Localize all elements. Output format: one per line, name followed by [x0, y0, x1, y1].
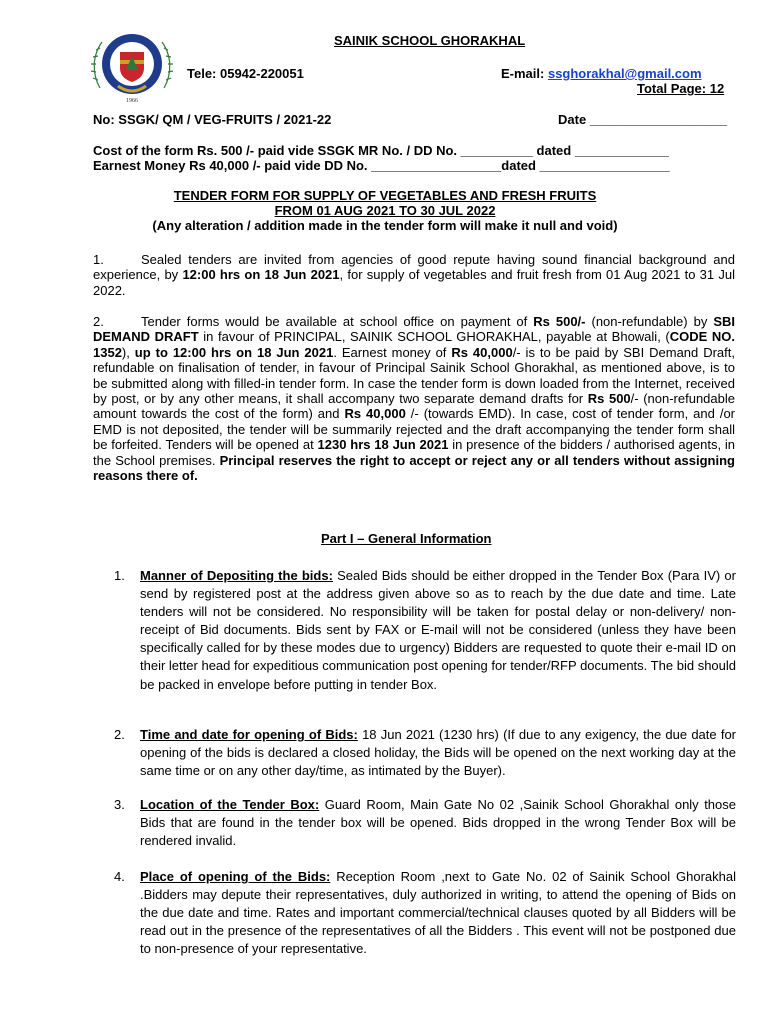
tender-title-note: (Any alteration / addition made in the tender form will make it null and void) [152, 218, 618, 233]
school-crest-logo [90, 26, 174, 104]
date-field: Date ___________________ [558, 112, 728, 127]
reference-number: No: SSGK/ QM / VEG-FRUITS / 2021-22 [93, 112, 332, 127]
item-number: 3. [114, 797, 125, 812]
email-label: E-mail: [501, 66, 548, 81]
tender-title-line2: FROM 01 AUG 2021 TO 30 JUL 2022 [274, 203, 496, 218]
item-title: Place of opening of the Bids: [140, 869, 331, 884]
item-text: Reception Room ,next to Gate No. 02 of Sainik School Ghorakhal .Bidders may depute their representatives, duly authorized in writing, to attend the opening of Bids on the due date and time. Rates and important commercial/technical clauses quoted by all Bidders will be read out in the presence of the representatives of all the Bidders . This event will not be postponed due to non-presence of your representative. [140, 869, 736, 957]
info-item-4 [114, 868, 736, 958]
form-cost-line: Cost of the form Rs. 500 /- paid vide SSGK MR No. / DD No. __________ dated _____________ [93, 143, 669, 158]
item-text: Sealed Bids should be either dropped in the Tender Box (Para IV) or send by registered post at the address given above so as to reach by the due date and time. Late tenders will not be considered. No responsibility will be taken for postal delay or non-delivery/ non- receipt of Bid documents. Bids sent by FAX or E-mail will not be considered (unless they have been specifically called for by these modes due to urgency) Bidders are requested to quote their e-mail ID on their letter head for expeditious communication post opening for tender/RFP documents. The bid should be packed in envelope before putting in tender Box. [140, 568, 736, 692]
paragraph-number: 2. [93, 314, 104, 329]
crest-year: 1966 [126, 98, 138, 104]
item-title: Time and date for opening of Bids: [140, 727, 358, 742]
item-title: Manner of Depositing the bids: [140, 568, 333, 583]
school-name: SAINIK SCHOOL GHORAKHAL [334, 33, 526, 48]
telephone: Tele: 05942-220051 [187, 66, 304, 81]
item-title: Location of the Tender Box: [140, 797, 320, 812]
tender-title-line1: TENDER FORM FOR SUPPLY OF VEGETABLES AND FRESH FRUITS [173, 188, 597, 203]
info-item-1 [114, 567, 736, 694]
part1-heading: Part I – General Information [321, 531, 492, 546]
paragraph-1: 1. Sealed tenders are invited from agencies of good repute having sound financial background and experience, by 12:00 hrs on 18 Jun 2021, for supply of vegetables and fruit fresh from 01 Aug 2021 to 31 Jul 2022. [93, 252, 735, 298]
email-block [501, 66, 702, 81]
item-number: 1. [114, 568, 125, 583]
total-page: Total Page: 12 [637, 81, 725, 96]
item-number: 2. [114, 727, 125, 742]
earnest-money-line: Earnest Money Rs 40,000 /- paid vide DD No. __________________dated __________________ [93, 158, 670, 173]
paragraph-number: 1. [93, 252, 104, 267]
email-link[interactable]: ssghorakhal@gmail.com [547, 66, 702, 81]
item-text: Guard Room, Main Gate No 02 ,Sainik School Ghorakhal only those Bids that are found in the tender box will be opened. Bids dropped in the wrong Tender Box will be rendered invalid. [140, 797, 736, 849]
info-item-2 [114, 726, 736, 780]
paragraph-2: 2. Tender forms would be available at school office on payment of Rs 500/- (non-refundable) by SBI DEMAND DRAFT in favour of PRINCIPAL, SAINIK SCHOOL GHORAKHAL, payable at Bhowali, (CODE NO. 1352), up to 12:00 hrs on 18 Jun 2021. Earnest money of Rs 40,000/- is to be paid by SBI Demand Draft, refundable on finalisation of tender, in favour of Principal Sainik School Ghorakhal, as mentioned above, is to be submitted along with filled-in tender form. In case the tender form is down loaded from the Internet, received by post, or by any other means, it shall accompany two separate demand drafts for Rs 500/- (non-refundable amount towards the cost of the form) and Rs 40,000 /- (towards EMD). In case, cost of tender form, and /or EMD is not deposited, the tender will be summarily rejected and the draft accompanying the tender form shall be forfeited. Tenders will be opened at 1230 hrs 18 Jun 2021 in presence of the bidders / authorised agents, in the School premises. Principal reserves the right to accept or reject any or all tenders without assigning reasons there of. [93, 314, 736, 484]
info-item-3 [114, 796, 736, 850]
item-number: 4. [114, 869, 125, 884]
item-text: 18 Jun 2021 (1230 hrs) (If due to any exigency, the due date for opening of the bids is declared a closed holiday, the Bids will be opened on the next working day at the same time or on any other day/time, as intimated by the Buyer). [140, 727, 737, 779]
